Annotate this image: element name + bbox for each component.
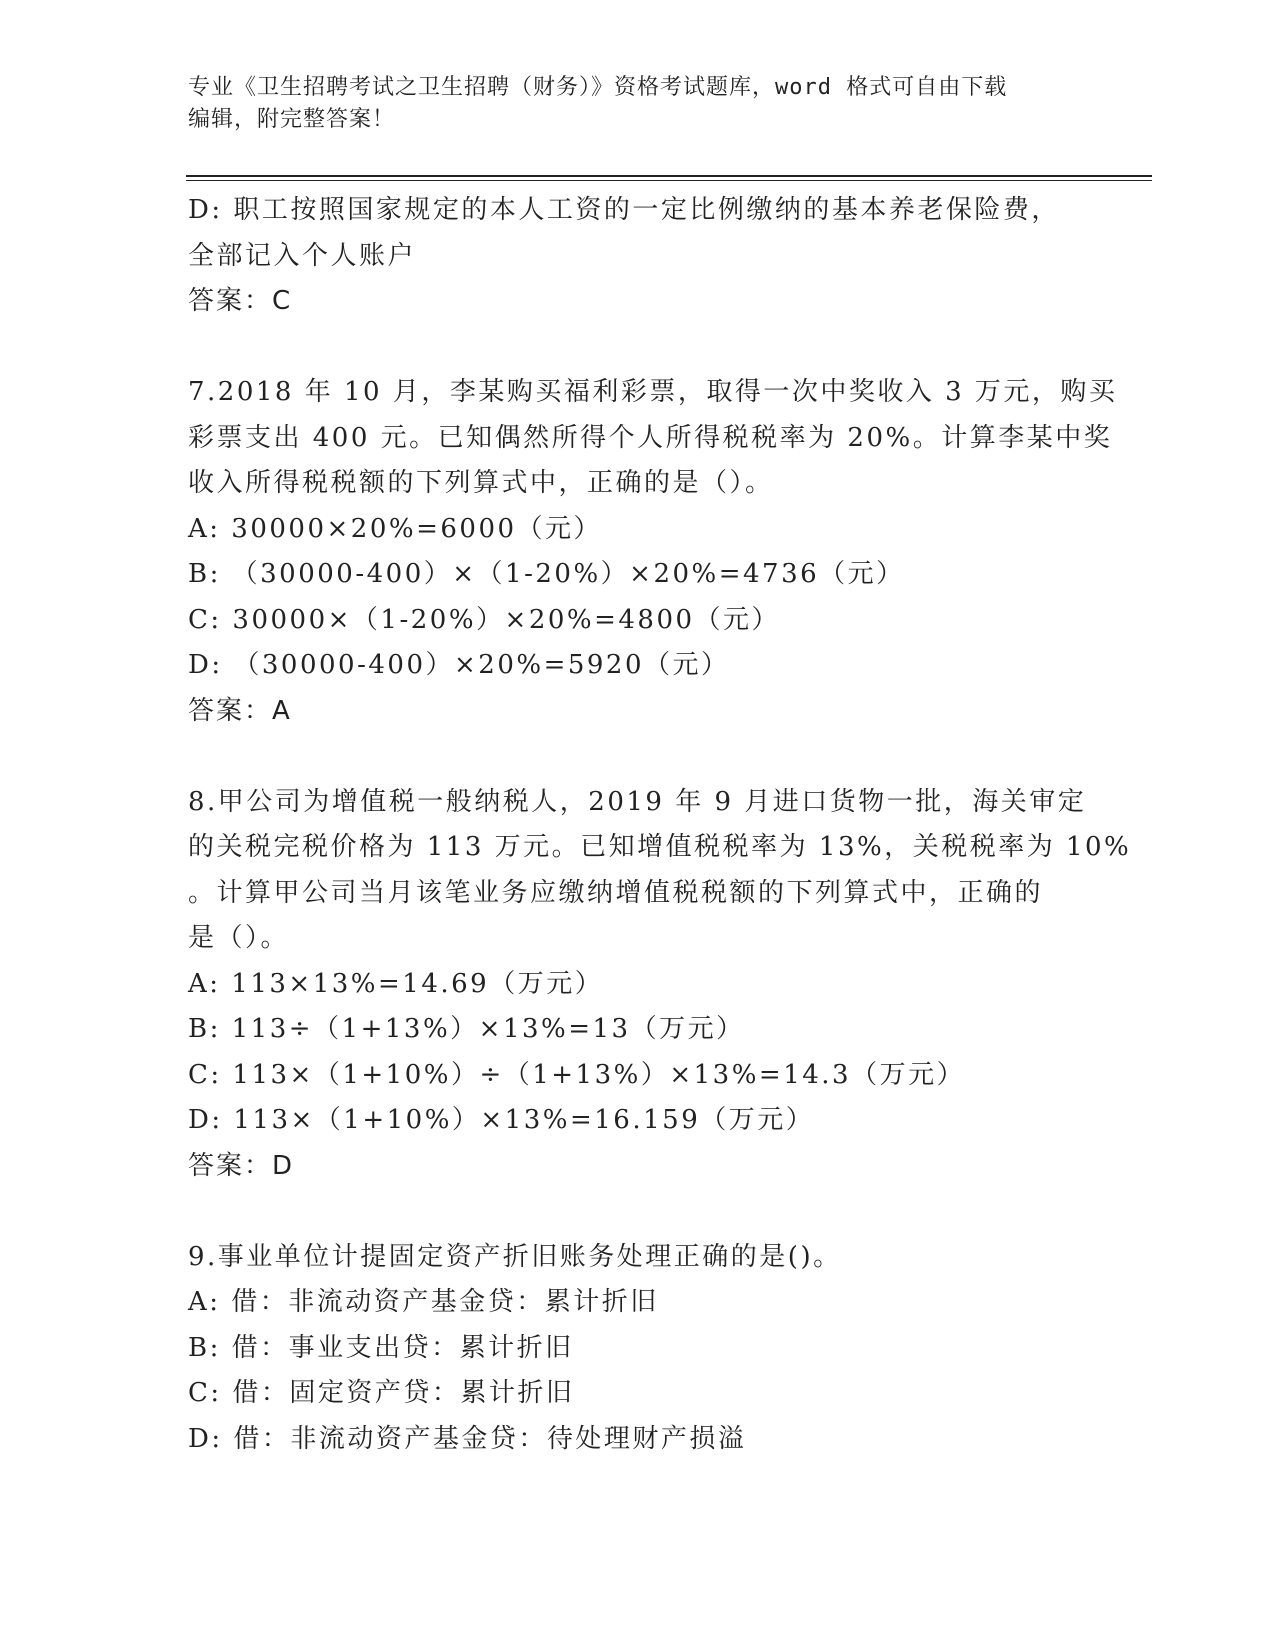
spacer: [188, 734, 1088, 780]
option-c: C: 30000×（1-20%）×20%=4800（元）: [188, 604, 781, 635]
option-a: A: 30000×20%=6000（元）: [188, 513, 603, 544]
option-a: A: 113×13%=14.69（万元）: [188, 968, 604, 999]
question-stem-line: 的关税完税价格为 113 万元。已知增值税税率为 13%，关税税率为 10%: [188, 832, 1132, 862]
prev-question: [188, 188, 1088, 325]
option-a: A: 借：非流动资产基金贷：累计折旧: [188, 1287, 659, 1317]
document-header: [188, 72, 1088, 136]
option-d-line-2: 全部记入个人账户: [188, 240, 417, 271]
question-stem-line: 。计算甲公司当月该笔业务应缴纳增值税税额的下列算式中，正确的: [188, 877, 1044, 908]
question-stem-line: 是（）。: [188, 923, 290, 953]
header-line-1: 专业《卫生招聘考试之卫生招聘（财务）》资格考试题库，word 格式可自由下载: [188, 75, 1008, 100]
answer-label: 答案：A: [188, 695, 292, 726]
option-b: B: 113÷（1+13%）×13%=13（万元）: [188, 1014, 745, 1044]
question-7: [188, 370, 1118, 734]
question-stem-line: 收入所得税税额的下列算式中，正确的是（）。: [188, 468, 774, 498]
option-c: C: 借：固定资产贷：累计折旧: [188, 1378, 575, 1408]
option-b: B: 借：事业支出贷：累计折旧: [188, 1332, 574, 1363]
header-line-2: 编辑，附完整答案！: [188, 107, 396, 132]
option-d: D: 113×（1+10%）×13%=16.159（万元）: [188, 1105, 815, 1135]
answer-label: 答案：D: [188, 1150, 295, 1181]
header-rule-thick: [186, 175, 1152, 177]
question-stem-line: 8.甲公司为增值税一般纳税人，2019 年 9 月进口货物一批，海关审定: [188, 786, 1087, 817]
answer-label: 答案：C: [188, 286, 293, 316]
question-stem-line: 彩票支出 400 元。已知偶然所得个人所得税税率为 20%。计算李某中奖: [188, 422, 1113, 453]
question-8: [188, 780, 1132, 1190]
option-d: D: （30000-400）×20%=5920（元）: [188, 650, 730, 680]
header-rule-thin: [186, 180, 1152, 181]
question-9: [188, 1235, 1088, 1463]
question-stem-line: 9.事业单位计提固定资产折旧账务处理正确的是()。: [188, 1241, 842, 1272]
option-c: C: 113×（1+10%）÷（1+13%）×13%=14.3（万元）: [188, 1059, 966, 1090]
spacer: [188, 1189, 1088, 1235]
spacer: [188, 325, 1088, 371]
option-d: D: 借：非流动资产基金贷：待处理财产损溢: [188, 1423, 747, 1454]
document-body: [188, 188, 1132, 1462]
option-d-line-1: D: 职工按照国家规定的本人工资的一定比例缴纳的基本养老保险费，: [188, 195, 1060, 225]
option-b: B: （30000-400）×（1-20%）×20%=4736（元）: [188, 559, 905, 589]
question-stem-line: 7.2018 年 10 月，李某购买福利彩票，取得一次中奖收入 3 万元，购买: [188, 377, 1118, 407]
